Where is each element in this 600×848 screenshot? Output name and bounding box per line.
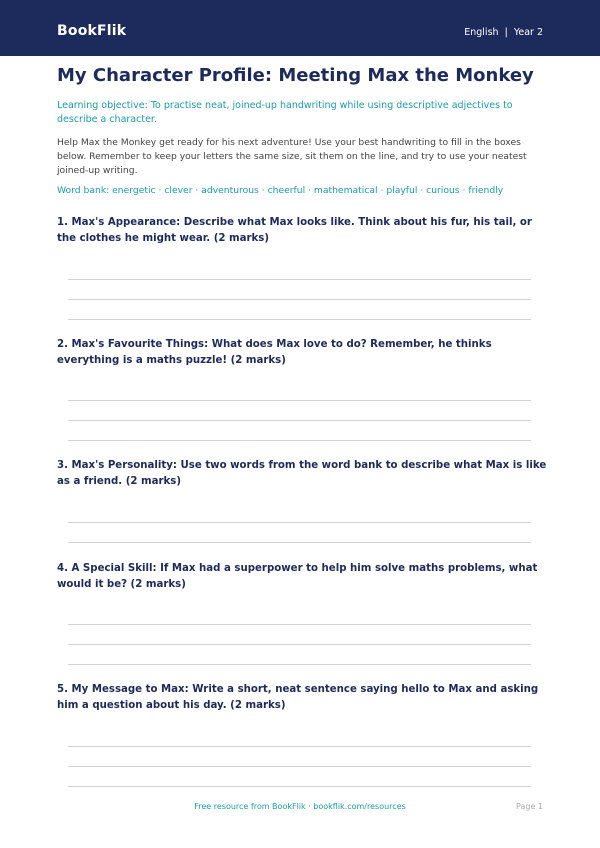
footer-source[interactable]: Free resource from BookFlik · bookflik.com/resources bbox=[194, 802, 406, 811]
answer-line-3-1[interactable] bbox=[68, 522, 531, 523]
answer-line-1-2[interactable] bbox=[68, 299, 531, 300]
word-bank: Word bank: energetic · clever · adventurous · cheerful · mathematical · playful · curious · friendly bbox=[57, 185, 504, 196]
answer-line-3-2[interactable] bbox=[68, 542, 531, 543]
question-2: 2. Max's Favourite Things: What does Max love to do? Remember, he thinks everything is a maths puzzle! (2 marks) bbox=[57, 339, 492, 366]
brand-logo[interactable]: BookFlik bbox=[57, 23, 127, 39]
answer-line-5-2[interactable] bbox=[68, 766, 531, 767]
page-header bbox=[0, 0, 600, 56]
answer-line-2-3[interactable] bbox=[68, 440, 531, 441]
intro-instructions: Help Max the Monkey get ready for his next adventure! Use your best handwriting to fill in the boxes below. Remember to keep your letters the same size, sit them on the line, and try to use your neatest joined-up writing. bbox=[57, 137, 527, 176]
answer-line-4-2[interactable] bbox=[68, 644, 531, 645]
page-number: Page 1 bbox=[516, 802, 543, 811]
answer-line-5-1[interactable] bbox=[68, 746, 531, 747]
question-4: 4. A Special Skill: If Max had a superpower to help him solve maths problems, what would it be? (2 marks) bbox=[57, 563, 538, 590]
answer-line-2-2[interactable] bbox=[68, 420, 531, 421]
answer-line-2-1[interactable] bbox=[68, 400, 531, 401]
question-3: 3. Max's Personality: Use two words from the word bank to describe what Max is like as a friend. (2 marks) bbox=[57, 460, 547, 487]
answer-line-1-1[interactable] bbox=[68, 279, 531, 280]
answer-line-4-3[interactable] bbox=[68, 664, 531, 665]
question-1: 1. Max's Appearance: Describe what Max looks like. Think about his fur, his tail, or the clothes he might wear. (2 marks) bbox=[57, 217, 532, 244]
page-title: My Character Profile: Meeting Max the Monkey bbox=[57, 65, 534, 86]
learning-objective: Learning objective: To practise neat, joined-up handwriting while using descriptive adjectives to describe a character. bbox=[57, 100, 513, 125]
question-5: 5. My Message to Max: Write a short, neat sentence saying hello to Max and asking him a question about his day. (2 marks) bbox=[57, 684, 539, 711]
answer-line-1-3[interactable] bbox=[68, 319, 531, 320]
answer-line-5-3[interactable] bbox=[68, 786, 531, 787]
subject-year-label: English | Year 2 bbox=[464, 27, 543, 38]
answer-line-4-1[interactable] bbox=[68, 624, 531, 625]
